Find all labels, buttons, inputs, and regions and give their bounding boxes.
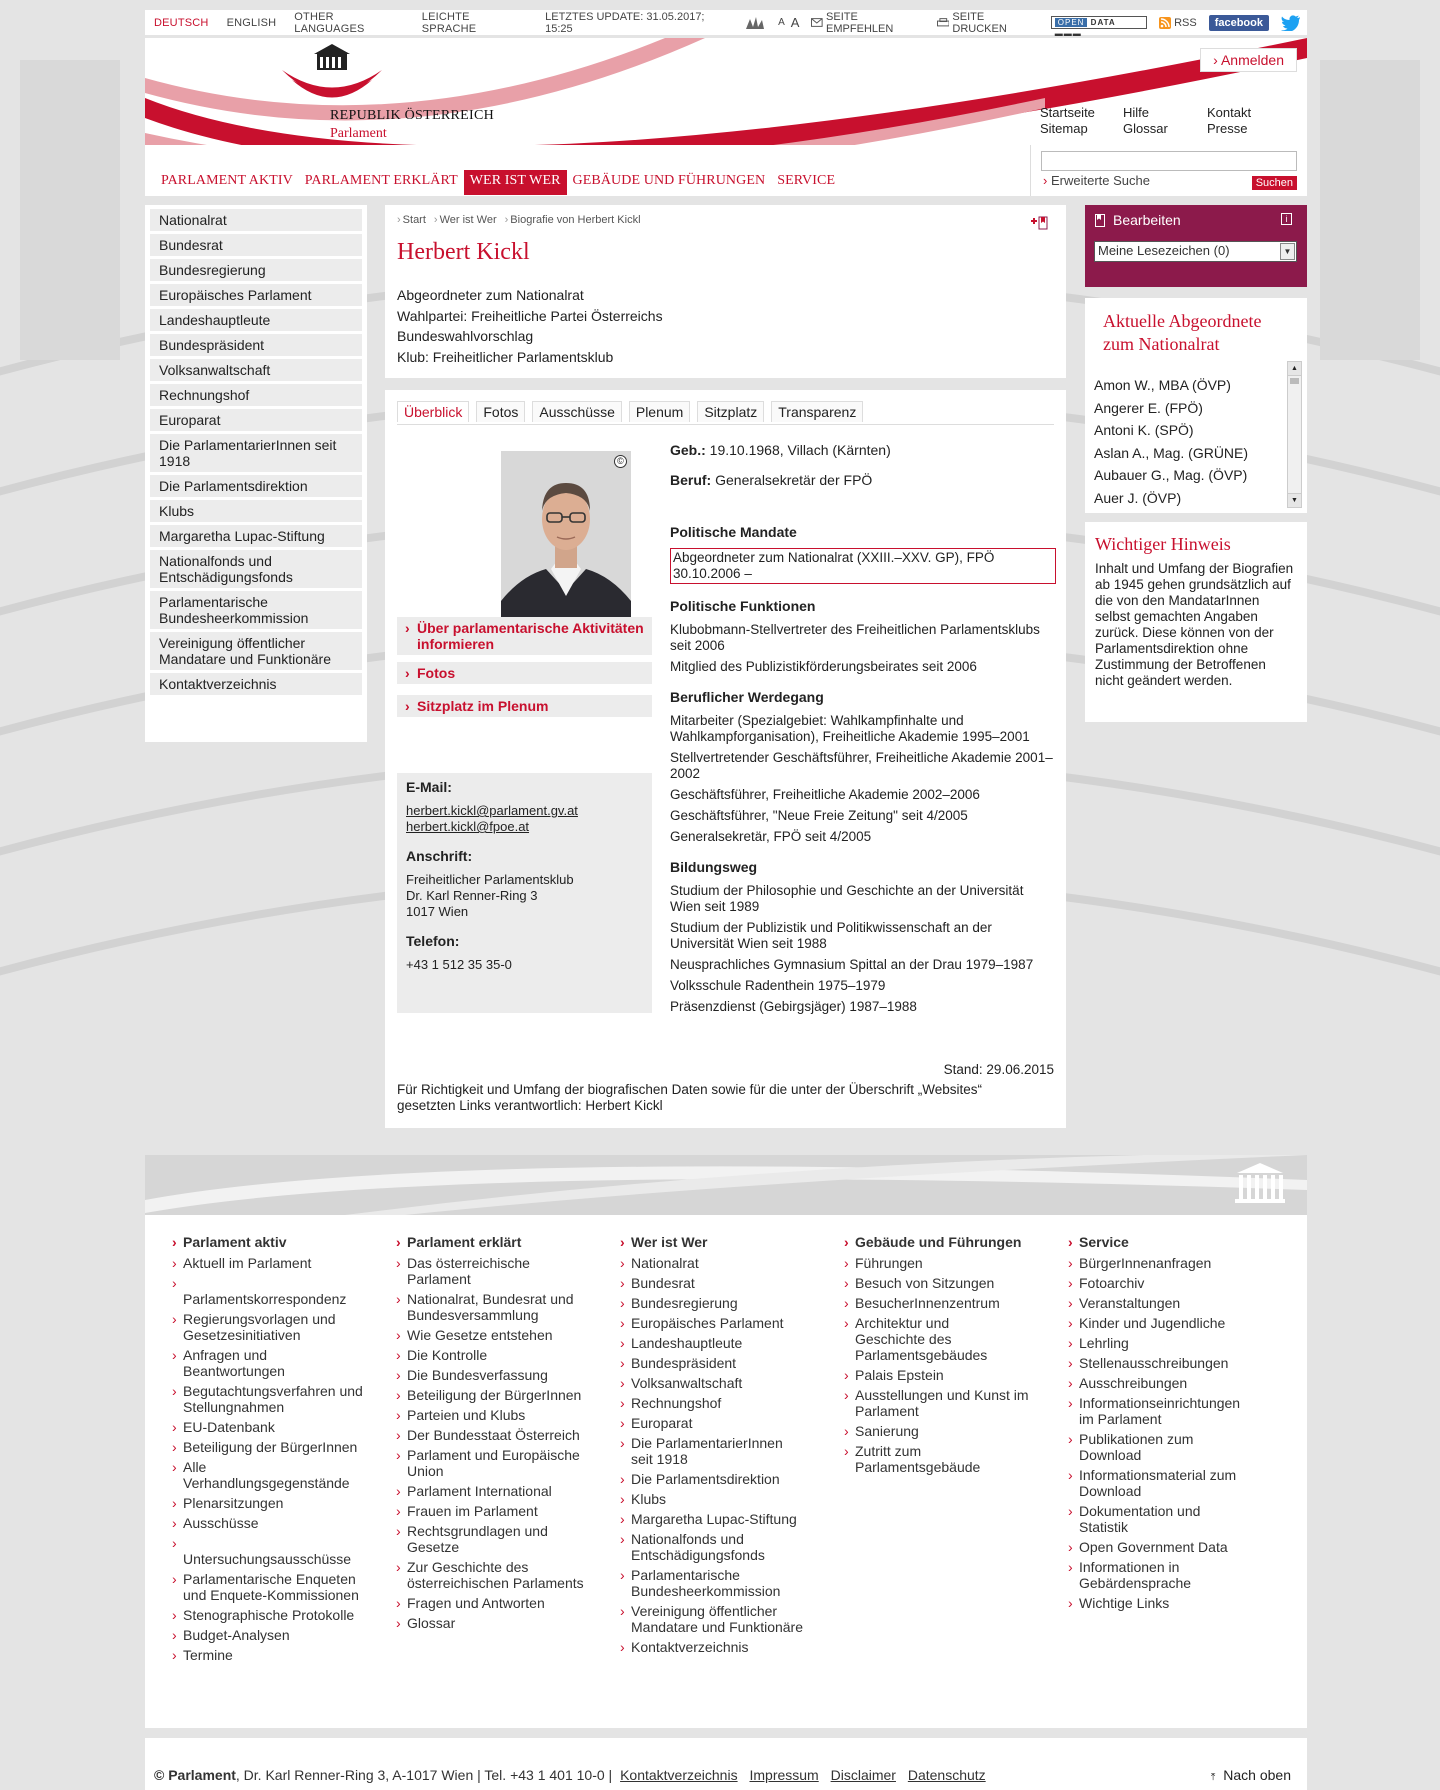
quick-link-presse[interactable]: Presse (1207, 121, 1248, 136)
quick-links (1040, 105, 1290, 137)
footer-copyright (154, 1767, 986, 1783)
tab-transparenz[interactable]: Transparenz (771, 401, 863, 422)
footer-link[interactable]: › Kontaktverzeichnis (618, 1639, 808, 1655)
phone-label: Telefon: (406, 933, 460, 949)
deputy-item[interactable]: Auer J. (ÖVP) (1094, 489, 1182, 506)
footer-col-service (1066, 1234, 1266, 1615)
career-item: Generalsekretär, FPÖ seit 4/2005 (670, 829, 872, 844)
footer-link-label: Untersuchungsausschüsse (183, 1551, 352, 1567)
profile-header-panel (385, 205, 1066, 378)
add-bookmark-icon[interactable] (1030, 215, 1048, 231)
current-deputies-title: Aktuelle Abgeordnete zum Nationalrat (1103, 311, 1262, 354)
breadcrumb-start[interactable]: › Start (397, 214, 426, 226)
footer-link-impressum[interactable]: Impressum (749, 1767, 819, 1783)
footer-link[interactable]: › Der Bundesstaat Österreich (394, 1427, 584, 1443)
footer-heading[interactable]: › Gebäude und Führungen (842, 1234, 1032, 1250)
footer-banner (145, 1155, 1307, 1215)
open-data-label-b: DATA (1090, 18, 1116, 27)
deputy-item[interactable]: Angerer E. (FPÖ) (1094, 399, 1203, 416)
footer-link[interactable]: › Zur Geschichte des österreichischen Parlaments (394, 1559, 584, 1591)
scroll-thumb[interactable] (1290, 378, 1299, 384)
birth-value: 19.10.1968, Villach (Kärnten) (709, 442, 891, 458)
footer-col-wer-ist-wer (618, 1234, 808, 1659)
page-title: Herbert Kickl (397, 239, 530, 265)
copyright-icon[interactable]: © (614, 455, 627, 468)
contact-box (397, 773, 652, 1013)
left-sidebar-nav (145, 205, 367, 742)
footer-col-parlament-erklaert (394, 1234, 584, 1635)
footer-link[interactable]: › Parlament und Europäische Union (394, 1447, 584, 1479)
education-item: Neusprachliches Gymnasium Spittal an der Drau 1979–1987 (670, 957, 1034, 972)
footer-link-kontakt[interactable]: Kontaktverzeichnis (620, 1767, 738, 1783)
education-item: Präsenzdienst (Gebirgsjäger) 1987–1988 (670, 999, 917, 1014)
education-heading: Bildungsweg (670, 859, 758, 875)
logo-subtitle: Parlament (330, 126, 387, 141)
footer-link[interactable]: › BürgerInnenanfragen (1066, 1255, 1266, 1271)
footer-link[interactable]: › Parlamentarische Enqueten und Enquete-Kommissionen (170, 1571, 370, 1603)
edit-panel (1085, 205, 1307, 287)
footer-link[interactable]: › Europarat (618, 1415, 808, 1431)
footer-link[interactable]: › Wichtige Links (1066, 1595, 1266, 1611)
footer-col-gebaeude (842, 1234, 1032, 1479)
footer-link[interactable]: › Beteiligung der BürgerInnen (394, 1387, 584, 1403)
site-header (145, 38, 1307, 196)
sidebar-item-klubs[interactable]: Klubs (150, 500, 362, 522)
footer-link[interactable]: › Parlament International (394, 1483, 584, 1499)
twitter-icon[interactable] (1275, 15, 1307, 31)
career-item: Stellvertretender Geschäftsführer, Freiheitliche Akademie 2001–2002 (670, 750, 1053, 781)
current-deputies-panel (1085, 298, 1307, 513)
footer-link[interactable]: › Veranstaltungen (1066, 1295, 1266, 1311)
person-info (397, 285, 663, 367)
footer-link[interactable]: › Fragen und Antworten (394, 1595, 584, 1611)
footer-link[interactable]: › Fotoarchiv (1066, 1275, 1266, 1291)
lang-other[interactable]: OTHER LANGUAGES (294, 10, 365, 35)
footer-link[interactable]: › Die Bundesverfassung (394, 1367, 584, 1383)
education-item: Studium der Publizistik und Politikwissenschaft an der Universität Wien seit 1988 (670, 920, 992, 951)
bookmark-icon (1095, 214, 1105, 227)
footer-heading[interactable]: › Wer ist Wer (618, 1234, 808, 1250)
footer-col-parlament-aktiv (170, 1234, 370, 1667)
phone-value: +43 1 512 35 35-0 (406, 957, 512, 972)
back-to-top-button[interactable] (1211, 1767, 1291, 1783)
tab-bar (397, 401, 863, 422)
footer-link[interactable]: › Kinder und Jugendliche (1066, 1315, 1266, 1331)
footer-link[interactable]: › Vereinigung öffentlicher Mandatare und Funktionäre (618, 1603, 808, 1635)
quick-link-kontakt[interactable]: Kontakt (1207, 105, 1252, 120)
person-info-line: Bundeswahlvorschlag (397, 328, 534, 344)
deputy-item[interactable]: Aubauer G., Mag. (ÖVP) (1094, 467, 1248, 483)
sidebar-item-volksanwaltschaft[interactable]: Volksanwaltschaft (150, 359, 362, 381)
person-info-line: Klub: Freiheitlicher Parlamentsklub (397, 348, 614, 365)
sidebar-item-landeshauptleute[interactable]: Landeshauptleute (150, 309, 362, 331)
sidebar-item-rechnungshof[interactable]: Rechnungshof (150, 384, 362, 406)
email-label: E-Mail: (406, 779, 452, 795)
job-value: Generalsekretär der FPÖ (715, 472, 873, 488)
footer-link[interactable] (170, 1275, 370, 1307)
sitzplatz-button[interactable]: › Sitzplatz im Plenum (397, 695, 652, 717)
footer-link[interactable]: › Rechnungshof (618, 1395, 808, 1411)
footer-link[interactable]: › Das österreichische Parlament (394, 1255, 584, 1287)
sidebar-item-vereinigung-mandatare[interactable]: Vereinigung öffentlicher Mandatare und Funktionäre (150, 632, 362, 670)
rss-button[interactable] (1153, 17, 1203, 29)
footer-link[interactable]: › Europäisches Parlament (618, 1315, 808, 1331)
edit-title[interactable] (1095, 212, 1181, 228)
footer-link[interactable]: › Klubs (618, 1491, 808, 1507)
sidebar-item-lupac-stiftung[interactable]: Margaretha Lupac-Stiftung (150, 525, 362, 547)
quick-link-glossar[interactable]: Glossar (1123, 121, 1168, 136)
tab-sitzplatz[interactable]: Sitzplatz (697, 401, 764, 422)
sidebar-item-bundesrat[interactable]: Bundesrat (150, 234, 362, 256)
main-navigation (155, 170, 841, 195)
tab-fotos[interactable]: Fotos (476, 401, 525, 422)
nav-service[interactable]: SERVICE (777, 173, 836, 188)
notice-title: Wichtiger Hinweis (1095, 534, 1231, 554)
function-item: Mitglied des Publizistikförderungsbeirates seit 2006 (670, 659, 977, 674)
recommend-button[interactable] (805, 11, 930, 35)
facebook-button[interactable]: facebook (1209, 15, 1269, 31)
footer-bottom (145, 1738, 1307, 1790)
footer-link[interactable]: › Termine (170, 1647, 370, 1663)
footer-link[interactable]: › Wie Gesetze entstehen (394, 1327, 584, 1343)
person-info-line: Abgeordneter zum Nationalrat (397, 287, 584, 303)
breadcrumb-wer-ist-wer[interactable]: › Wer ist Wer (434, 214, 497, 226)
footer-link[interactable]: › Die Parlamentsdirektion (618, 1471, 808, 1487)
email-link[interactable]: herbert.kickl@fpoe.at (406, 819, 530, 834)
bookmarks-selected: Meine Lesezeichen (0) (1098, 243, 1230, 258)
rss-icon (1159, 17, 1171, 29)
footer-heading[interactable]: › Service (1066, 1234, 1266, 1250)
footer-link[interactable]: › Bundesregierung (618, 1295, 808, 1311)
footer-link[interactable]: › Führungen (842, 1255, 1032, 1271)
career-item: Mitarbeiter (Spezialgebiet: Wahlkampfinhalte und Wahlkampforganisation), Freiheitliche Akademie 1995–2001 (670, 713, 1030, 744)
search-input[interactable] (1041, 151, 1297, 171)
tab-ueberblick[interactable]: Überblick (397, 401, 469, 422)
footer-link[interactable]: › BesucherInnenzentrum (842, 1295, 1032, 1311)
aktivitaeten-button[interactable]: › Über parlamentarische Aktivitäten informieren (397, 617, 652, 655)
login-label: Anmelden (1220, 52, 1284, 68)
mandate-item: Abgeordneter zum Nationalrat (XXIII.–XXV. GP), FPÖ 30.10.2006 – (670, 548, 1056, 584)
tab-divider (397, 424, 1054, 425)
sidebar-item-europarat[interactable]: Europarat (150, 409, 362, 431)
edit-label: Bearbeiten (1113, 212, 1181, 228)
footer-link[interactable]: › Informationen in Gebärdensprache (1066, 1559, 1216, 1591)
footer-link[interactable]: › Stellenausschreibungen (1066, 1355, 1266, 1371)
quick-link-sitemap[interactable]: Sitemap (1040, 121, 1088, 136)
breadcrumb-current: › Biografie von Herbert Kickl (505, 214, 641, 226)
footer-link[interactable]: › Stenographische Protokolle (170, 1607, 370, 1623)
footer-link[interactable]: › Glossar (394, 1615, 584, 1631)
chevron-right-icon: › (1213, 52, 1218, 68)
education-item: Volksschule Radenthein 1975–1979 (670, 978, 886, 993)
footer-link[interactable]: › Volksanwaltschaft (618, 1375, 808, 1391)
open-data-label-a: OPEN (1055, 18, 1088, 27)
footer-link[interactable]: › Margaretha Lupac-Stiftung (618, 1511, 808, 1527)
function-item: Klubobmann-Stellvertreter des Freiheitlichen Parlamentsklubs seit 2006 (670, 622, 1040, 653)
sidebar-item-nationalrat[interactable]: Nationalrat (150, 209, 362, 231)
parlament-logo[interactable] (277, 40, 387, 105)
nav-gebaeude-fuehrungen[interactable]: GEBÄUDE UND FÜHRUNGEN (572, 173, 766, 188)
address-label: Anschrift: (406, 848, 473, 864)
breadcrumb (397, 214, 641, 226)
footer-link-label: Parlamentskorrespondenz (183, 1291, 347, 1307)
sidebar-item-parlamentsdirektion[interactable]: Die Parlamentsdirektion (150, 475, 362, 497)
advanced-search-label: Erweiterte Suche (1050, 173, 1150, 188)
footer-heading[interactable]: › Parlament aktiv (170, 1234, 370, 1250)
career-item: Geschäftsführer, Freiheitliche Akademie 2002–2006 (670, 787, 980, 802)
login-button[interactable] (1200, 48, 1297, 72)
deputies-list (1094, 374, 1284, 509)
fotos-button[interactable]: › Fotos (397, 662, 652, 684)
quick-link-hilfe[interactable]: Hilfe (1123, 105, 1150, 120)
recommend-label: SEITE EMPFEHLEN (826, 10, 894, 35)
copyright-text: , Dr. Karl Renner-Ring 3, A-1017 Wien | Tel. +43 1 401 10-0 | (235, 1767, 613, 1783)
footer-link[interactable]: › Ausschüsse (170, 1515, 370, 1531)
career-heading: Beruflicher Werdegang (670, 689, 824, 705)
footer-link[interactable]: › Budget-Analysen (170, 1627, 370, 1643)
footer-link[interactable]: › Sanierung (842, 1423, 1032, 1439)
sidebar-item-bundespraesident[interactable]: Bundespräsident (150, 334, 362, 356)
nav-wer-ist-wer[interactable]: WER IST WER (464, 170, 567, 195)
footer-link-disclaimer[interactable]: Disclaimer (830, 1767, 896, 1783)
footer-link[interactable]: › Nationalrat, Bundesrat und Bundesversammlung (394, 1291, 584, 1323)
important-notice (1085, 522, 1307, 722)
footer-sitemap (145, 1215, 1307, 1728)
footer-link[interactable]: › Nationalrat (618, 1255, 808, 1271)
printer-icon (937, 18, 950, 28)
back-to-top-label: Nach oben (1223, 1767, 1291, 1783)
education-item: Studium der Philosophie und Geschichte an der Universität Wien seit 1989 (670, 883, 1024, 914)
footer-link[interactable]: › Frauen im Parlament (394, 1503, 584, 1519)
biography (670, 442, 1056, 1020)
lang-easy[interactable]: LEICHTE SPRACHE (421, 10, 477, 35)
bookmarks-select[interactable] (1094, 241, 1297, 262)
footer-link[interactable]: › Open Government Data (1066, 1539, 1266, 1555)
lang-deutsch[interactable]: DEUTSCH (154, 16, 209, 29)
footer-link[interactable]: › Informationsmaterial zum Download (1066, 1467, 1246, 1499)
chevron-down-icon: ▼ (1280, 243, 1295, 260)
rss-label: RSS (1174, 16, 1197, 29)
scroll-down-icon[interactable]: ▼ (1288, 493, 1301, 507)
footer-link[interactable]: › Bundespräsident (618, 1355, 808, 1371)
font-size-small[interactable]: A (778, 17, 785, 28)
deputies-scrollbar[interactable] (1287, 361, 1302, 508)
footer-link-datenschutz[interactable]: Datenschutz (907, 1767, 986, 1783)
job-label: Beruf: (670, 472, 712, 488)
mandate-heading: Politische Mandate (670, 524, 797, 540)
footer-link[interactable]: › Die ParlamentarierInnen seit 1918 (618, 1435, 808, 1467)
copyright-owner: © Parlament (154, 1767, 236, 1783)
deputy-item[interactable]: Amon W., MBA (ÖVP) (1094, 377, 1231, 393)
footer-link[interactable]: › Informationseinrichtungen im Parlament (1066, 1395, 1246, 1427)
last-update: LETZTES UPDATE: 31.05.2017; 15:25 (545, 10, 705, 35)
footer-link[interactable]: › Alle Verhandlungsgegenstände (170, 1459, 370, 1491)
sidebar-item-nationalfonds[interactable]: Nationalfonds und Entschädigungsfonds (150, 550, 362, 588)
footer-link[interactable]: › EU-Datenbank (170, 1419, 370, 1435)
deputy-item[interactable]: Antoni K. (SPÖ) (1094, 422, 1194, 438)
email-link[interactable]: herbert.kickl@parlament.gv.at (406, 803, 578, 818)
mail-icon (811, 18, 823, 27)
footer-link[interactable]: › Bundesrat (618, 1275, 808, 1291)
sidebar-item-bundesregierung[interactable]: Bundesregierung (150, 259, 362, 281)
top-utility-bar (145, 10, 1307, 38)
print-label: SEITE DRUCKEN (952, 10, 1007, 35)
footer-link[interactable]: › Plenarsitzungen (170, 1495, 370, 1511)
footer-link[interactable]: › Publikationen zum Download (1066, 1431, 1216, 1463)
quick-link-startseite[interactable]: Startseite (1040, 105, 1095, 120)
address-line: Dr. Karl Renner-Ring 3 (406, 888, 538, 903)
footer-link[interactable] (170, 1535, 370, 1567)
deputy-item[interactable]: Aslan A., Mag. (GRÜNE) (1094, 444, 1249, 461)
footer-link[interactable]: › Parlamentarische Bundesheerkommission (618, 1567, 808, 1599)
search-box (1030, 145, 1307, 196)
nav-parlament-erklaert[interactable]: PARLAMENT ERKLÄRT (304, 173, 458, 188)
sidebar-item-eu-parlament[interactable]: Europäisches Parlament (150, 284, 362, 306)
advanced-search-link[interactable] (1043, 173, 1150, 188)
footer-link[interactable]: › Besuch von Sitzungen (842, 1275, 1032, 1291)
status-date: Stand: 29.06.2015 (943, 1062, 1054, 1077)
footer-link[interactable]: › Aktuell im Parlament (170, 1255, 370, 1271)
person-info-line: Wahlpartei: Freiheitliche Partei Österreichs (397, 307, 663, 324)
scroll-up-icon[interactable]: ▲ (1288, 362, 1301, 376)
sign-language-icon[interactable] (738, 15, 772, 31)
career-item: Geschäftsführer, "Neue Freie Zeitung" seit 4/2005 (670, 808, 968, 823)
footer-link[interactable]: › Landeshauptleute (618, 1335, 808, 1351)
portrait-photo[interactable] (501, 451, 631, 631)
chevron-right-icon: › (1043, 173, 1048, 188)
tab-plenum[interactable]: Plenum (629, 401, 690, 422)
logo-title: REPUBLIK ÖSTERREICH (330, 108, 494, 123)
footer-link[interactable]: › Palais Epstein (842, 1367, 1032, 1383)
notice-text: Inhalt und Umfang der Biografien ab 1945 gehen grundsätzlich auf die von den MandatarInnen selbst gemachten Angaben zurück. Diese können von der Parlamentsdirektion ohne Zustimmung der Betroffenen nicht geändert werden. (1095, 561, 1294, 688)
info-icon[interactable]: i (1281, 213, 1292, 225)
print-button[interactable] (931, 11, 1045, 35)
footer-link[interactable]: › Ausstellungen und Kunst im Parlament (842, 1387, 1032, 1419)
sidebar-item-bundesheerkommission[interactable]: Parlamentarische Bundesheerkommission (150, 591, 362, 629)
footer-link[interactable]: › Parteien und Klubs (394, 1407, 584, 1423)
footer-link[interactable]: › Lehrling (1066, 1335, 1266, 1351)
tab-ausschuesse[interactable]: Ausschüsse (532, 401, 621, 422)
footer-link[interactable]: › Die Kontrolle (394, 1347, 584, 1363)
sidebar-item-kontaktverzeichnis[interactable]: Kontaktverzeichnis (150, 673, 362, 695)
footer-link[interactable]: › Rechtsgrundlagen und Gesetze (394, 1523, 584, 1555)
footer-link[interactable]: › Anfragen und Beantwortungen (170, 1347, 370, 1379)
footer-link[interactable]: › Dokumentation und Statistik (1066, 1503, 1216, 1535)
nav-parlament-aktiv[interactable]: PARLAMENT AKTIV (161, 173, 293, 188)
footer-link[interactable]: › Beteiligung der BürgerInnen (170, 1439, 370, 1455)
footer-link[interactable]: › Nationalfonds und Entschädigungsfonds (618, 1531, 808, 1563)
footer-link[interactable]: › Ausschreibungen (1066, 1375, 1266, 1391)
profile-detail-panel (385, 390, 1066, 1128)
footer-link[interactable]: › Architektur und Geschichte des Parlamentsgebäudes (842, 1315, 1012, 1363)
address-line: 1017 Wien (406, 904, 469, 919)
functions-heading: Politische Funktionen (670, 598, 816, 614)
arrow-up-icon: ⤒ (1210, 1772, 1216, 1783)
footer-link[interactable]: › Begutachtungsverfahren und Stellungnahmen (170, 1383, 370, 1415)
search-button[interactable]: Suchen (1252, 176, 1297, 190)
address-line: Freiheitlicher Parlamentsklub (406, 872, 574, 887)
footer-heading[interactable]: › Parlament erklärt (394, 1234, 584, 1250)
sidebar-item-parlamentarier-seit-1918[interactable]: Die ParlamentarierInnen seit 1918 (150, 434, 362, 472)
lang-english[interactable]: ENGLISH (226, 16, 277, 29)
font-size-large[interactable]: A (790, 15, 800, 30)
birth-label: Geb.: (670, 442, 706, 458)
footer-link[interactable]: › Regierungsvorlagen und Gesetzesinitiativen (170, 1311, 370, 1343)
responsibility-note: Für Richtigkeit und Umfang der biografischen Daten sowie für die unter der Überschrift „Websites“ gesetzten Links verantwortlich: Herbert Kickl (397, 1082, 983, 1113)
open-data-badge[interactable]: OPEN DATA ▬▬▬ (1051, 16, 1147, 29)
footer-link[interactable]: › Zutritt zum Parlamentsgebäude (842, 1443, 1032, 1475)
